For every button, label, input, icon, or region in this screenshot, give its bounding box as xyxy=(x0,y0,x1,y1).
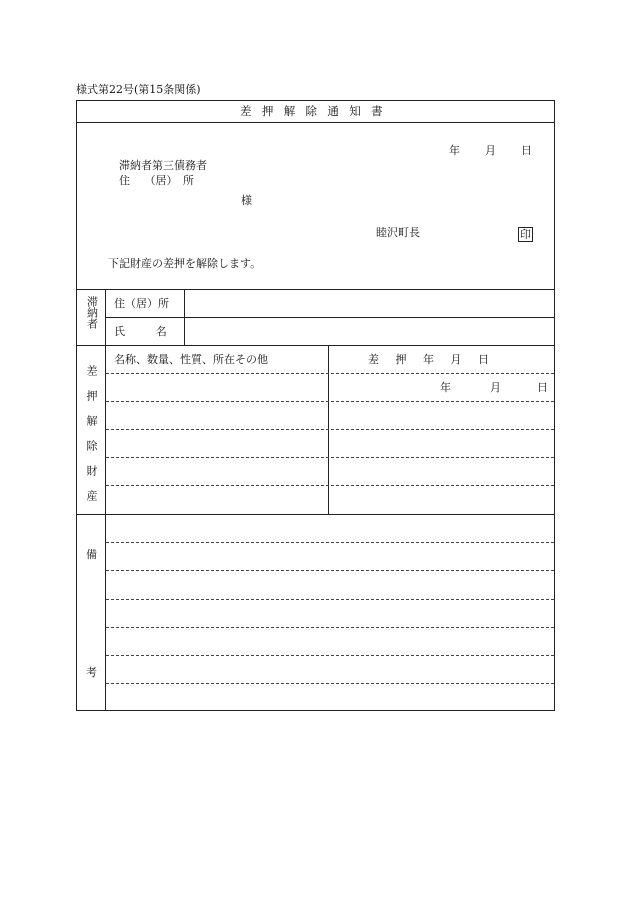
form-number: 様式第22号(第15条関係) xyxy=(76,83,201,96)
property-section-label: 差押解除財産 xyxy=(85,365,98,515)
date-day-label: 日 xyxy=(521,144,532,157)
debtor-section-label: 滞納者 xyxy=(85,296,99,329)
property-row-line xyxy=(106,457,554,458)
remarks-row-line xyxy=(106,683,554,684)
header-divider xyxy=(76,289,555,290)
property-row-line xyxy=(106,485,554,486)
property-row-line xyxy=(106,429,554,430)
remarks-row-line xyxy=(106,570,554,571)
seal-mark xyxy=(518,225,533,242)
property-date-day: 日 xyxy=(537,381,548,394)
remarks-row-line xyxy=(106,542,554,543)
remarks-row-line xyxy=(106,655,554,656)
property-row-line xyxy=(106,373,554,374)
form-title: 差押解除通知書 xyxy=(240,104,393,118)
debtor-name-label: 氏 名 xyxy=(114,325,177,338)
property-date-header: 差押年月日 xyxy=(368,353,506,366)
left-label-column-line xyxy=(105,289,106,711)
title-divider xyxy=(76,122,555,123)
notice-text: 下記財産の差押を解除します。 xyxy=(108,257,262,270)
date-month-label: 月 xyxy=(485,144,496,157)
date-year-label: 年 xyxy=(449,144,460,157)
addressee-address-label: 住 （居） 所 xyxy=(119,174,194,187)
issuer-name: 睦沢町長 xyxy=(376,226,420,239)
notice-form xyxy=(76,100,555,711)
property-row-line xyxy=(106,401,554,402)
debtor-address-label: 住（居）所 xyxy=(114,297,169,310)
seal-icon: 印 xyxy=(520,228,531,241)
remarks-row-line xyxy=(106,627,554,628)
debtor-section-bottom xyxy=(76,345,555,346)
remarks-label-bottom: 考 xyxy=(86,666,97,679)
property-section-bottom xyxy=(76,514,555,515)
debtor-row-divider xyxy=(105,317,555,318)
addressee-honorific: 様 xyxy=(241,194,252,207)
property-date-month: 月 xyxy=(490,381,501,394)
remarks-row-line xyxy=(106,599,554,600)
remarks-label-top: 備 xyxy=(86,548,97,561)
property-date-year: 年 xyxy=(440,381,451,394)
addressee-role: 滞納者第三債務者 xyxy=(119,159,207,172)
property-items-header: 名称、数量、性質、所在その他 xyxy=(114,353,268,366)
